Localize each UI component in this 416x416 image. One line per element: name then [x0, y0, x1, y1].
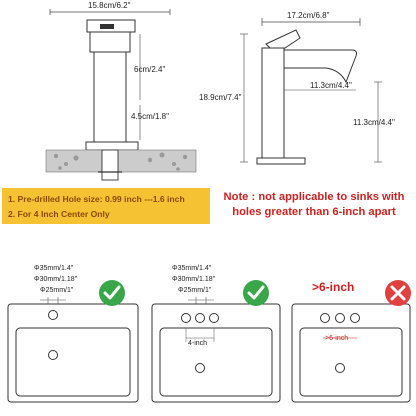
body-width-label: 17.2cm/6.8" [287, 11, 330, 20]
sink2-d1: Φ35mm/1.4" [172, 265, 212, 272]
note-text: Note : not applicable to sinks with holes greater than 6-inch apart [223, 191, 405, 218]
shank-spout-label: 4.5cm/1.8" [131, 112, 169, 121]
sink2-center-label: 4-inch [188, 340, 208, 347]
info-line-2: 2. For 4 Inch Center Only [8, 209, 110, 219]
sink1-d1: Φ35mm/1.4" [34, 265, 74, 272]
faucet-side-view [46, 1, 196, 180]
shank-height-label: 6cm/2.4" [134, 65, 166, 74]
check-icon [243, 280, 269, 306]
spout-height-label: 11.3cm/4.4" [353, 118, 395, 127]
cross-icon [385, 280, 411, 306]
sink-three-hole-wide [292, 304, 410, 402]
info-box [2, 188, 210, 224]
sink3-center-label: >6-inch [325, 335, 349, 342]
wide-spacing-heading: >6-inch [312, 280, 355, 294]
sink2-d3: Φ25mm/1" [178, 287, 212, 294]
sink1-d2: Φ30mm/1.18" [34, 276, 78, 283]
sink1-d3: Φ25mm/1" [40, 287, 74, 294]
check-icon [99, 280, 125, 306]
faucet-front-view [199, 11, 395, 164]
sink2-d2: Φ30mm/1.18" [172, 276, 216, 283]
info-line-1: 1. Pre-drilled Hole size: 0.99 inch ---1.6 inch [8, 194, 185, 204]
spout-reach-label: 11.3cm/4.4" [310, 81, 352, 90]
total-height-label: 18.9cm/7.4" [199, 93, 242, 102]
base-width-label: 15.8cm/6.2" [88, 1, 131, 10]
